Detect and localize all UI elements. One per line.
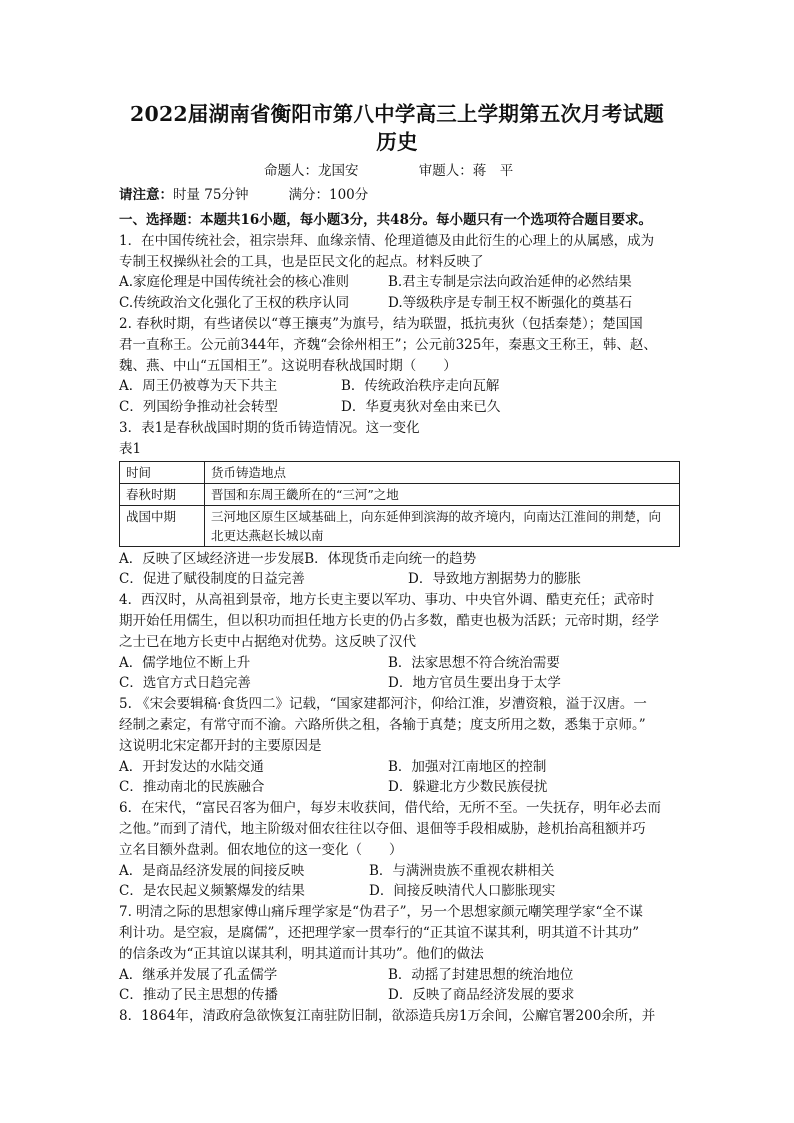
q7-option-a: A．继承并发展了孔孟儒学: [119, 966, 278, 983]
q5-stem-line: 5. 《宋会要辑稿·食货四二》记载，“国家建都河汴，仰给江淮，岁漕资粮，溢于汉唐。一: [119, 696, 647, 713]
q4-option-d: D．地方官员生要出身于太学: [388, 675, 561, 692]
notice-label: 请注意：: [119, 187, 173, 203]
q1-option-c: C.传统政治文化强化了王权的秩序认同: [119, 295, 350, 312]
q1-stem-line: 1．在中国传统社会，祖宗崇拜、血缘亲情、伦理道德及由此衍生的心理上的从属感，成为: [119, 232, 655, 249]
table-cell: 战国中期: [120, 505, 205, 546]
q6-option-c: C．是农民起义频繁爆发的结果: [119, 883, 305, 900]
q5-option-b: B．加强对江南地区的控制: [388, 758, 547, 775]
q3-option-d: D．导致地方割据势力的膨胀: [408, 571, 581, 588]
q1-stem-line: 专制王权操纵社会的工具，也是臣民文化的起点。材料反映了: [119, 253, 484, 270]
time-text: 时量 75分钟: [173, 187, 249, 203]
table-cell: 春秋时期: [120, 483, 205, 505]
q5-option-c: C．推动南北的民族融合: [119, 779, 265, 796]
q6-option-d: D．间接反映清代人口膨胀现实: [369, 883, 556, 900]
q5-stem-line: 经制之素定，有常守而不渝。六路所供之租，各输于真楚；度支所用之数，悉集于京师。”: [119, 716, 646, 733]
q6-options-row: [119, 881, 679, 902]
table-header-cell: 货币铸造地点: [205, 461, 680, 483]
q3-option-b: B．体现货币走向统一的趋势: [304, 550, 477, 567]
q7-option-b: B．动摇了封建思想的统治地位: [388, 966, 574, 983]
q2-option-a: A．周王仍被尊为天下共主: [119, 378, 278, 395]
table-cell: 三河地区原生区域基础上，向东延伸到滨海的故齐境内，向南达江淮间的荆楚，向北更达燕赵长城以南: [205, 505, 680, 546]
table-caption: 表1: [119, 440, 142, 457]
q5-options-row: [119, 777, 679, 798]
q5-options-row: [119, 757, 679, 778]
q7-option-c: C．推动了民主思想的传播: [119, 987, 278, 1004]
table-header-row: [120, 461, 680, 483]
exam-meta: [264, 159, 513, 179]
exam-notice: [119, 183, 368, 203]
question-content: [119, 210, 679, 1027]
q2-option-c: C．列国纷争推动社会转型: [119, 399, 278, 416]
coin-minting-table: [119, 461, 680, 547]
q4-option-a: A．儒学地位不断上升: [119, 654, 251, 671]
q6-stem-line: 6．在宋代，“富民召客为佃户，每岁末收获间，借代给，无所不至。一失抚存，明年必去而: [119, 800, 661, 817]
q7-options-row: [119, 965, 679, 986]
author-label: 命题人：龙国安: [264, 163, 359, 179]
q7-stem-line: 7. 明清之际的思想家傅山痛斥理学家是“伪君子”，另一个思想家颜元嘲笑理学家“全不谋: [119, 904, 643, 921]
q7-stem-line: 利计功。是空寂，是腐儒”，还把理学家一贯奉行的“正其谊不谋其利，明其道不计其功”: [119, 924, 640, 941]
q2-stem-line: 魏、燕、中山“五国相王”。这说明春秋战国时期（ ）: [119, 357, 457, 374]
q2-option-d: D．华夏夷狄对垒由来已久: [341, 399, 501, 416]
q4-stem-line: 之士已在地方长吏中占据绝对优势。这反映了汉代: [119, 633, 416, 650]
q4-option-c: C．选官方式日趋完善: [119, 675, 251, 692]
q3-option-c: C．促进了赋役制度的日益完善: [119, 571, 305, 588]
q4-options-row: [119, 673, 679, 694]
section-heading: 一、选择题：本题共16小题，每小题3分，共48分。每小题只有一个选项符合题目要求。: [119, 212, 652, 228]
table-row: [120, 483, 680, 505]
q4-options-row: [119, 653, 679, 674]
q5-option-a: A．开封发达的水陆交通: [119, 758, 264, 775]
q4-stem-line: 期开始任用儒生，但以积功而担任地方长吏的仍占多数，酷吏也极为活跃；元帝时期，经学: [119, 612, 659, 629]
q6-option-a: A．是商品经济发展的间接反映: [119, 862, 305, 879]
q6-stem-line: 立名目额外盘剥。佃农地位的这一变化（ ）: [119, 841, 403, 858]
q3-option-a: A．反映了区域经济进一步发展: [119, 550, 305, 567]
q3-options-row: [119, 549, 679, 570]
q3-stem: 3．表1是春秋战国时期的货币铸造情况。这一变化: [119, 419, 420, 436]
q2-stem-line: 2. 春秋时期，有些诸侯以“尊王攘夷”为旗号，结为联盟，抵抗夷狄（包括秦楚）；楚国国: [119, 315, 643, 332]
q4-option-b: B．法家思想不符合统治需要: [388, 654, 560, 671]
q2-stem-line: 君一直称王。公元前344年，齐魏“会徐州相王”；公元前325年，秦惠文王称王，韩、赵、: [119, 336, 657, 353]
q1-option-d: D.等级秩序是专制王权不断强化的奠基石: [388, 295, 633, 312]
q5-stem-line: 这说明北宋定都开封的主要原因是: [119, 737, 322, 754]
score-text: 满分：100分: [288, 187, 369, 203]
q2-option-b: B．传统政治秩序走向瓦解: [341, 378, 500, 395]
q1-options-row: [119, 272, 679, 293]
q2-options-row: [119, 376, 679, 397]
q1-option-b: B.君主专制是宗法向政治延伸的必然结果: [388, 274, 632, 291]
exam-subject: 历史: [376, 130, 418, 154]
q6-option-b: B．与满洲贵族不重视农耕相关: [369, 862, 555, 879]
q3-options-row: [119, 569, 679, 590]
q6-stem-line: 之他。”而到了清代，地主阶级对佃农往往以夺佃、退佃等手段相威胁，趁机抬高租额并巧: [119, 820, 646, 837]
q1-options-row: [119, 293, 679, 314]
table-cell: 晋国和东周王畿所在的“三河”之地: [205, 483, 680, 505]
exam-title: 2022届湖南省衡阳市第八中学高三上学期第五次月考试题: [130, 102, 664, 126]
table-header-cell: 时间: [120, 461, 205, 483]
reviewer-label: 审题人：蒋 平: [418, 163, 514, 179]
q7-option-d: D．反映了商品经济发展的要求: [388, 987, 575, 1004]
q7-options-row: [119, 985, 679, 1006]
q2-options-row: [119, 397, 679, 418]
q5-option-d: D．躲避北方少数民族侵扰: [388, 779, 548, 796]
q4-stem-line: 4．西汉时，从高祖到景帝，地方长吏主要以军功、事功、中央官外调、酷吏充任；武帝时: [119, 592, 655, 609]
q6-options-row: [119, 861, 679, 882]
q8-stem-line: 8．1864年，清政府急欲恢复江南驻防旧制，欲添造兵房1万余间，公廨官署200余所，并: [119, 1008, 656, 1025]
q7-stem-line: 的信条改为“正其谊以谋其利，明其道而计其功”。他们的做法: [119, 945, 484, 962]
q1-option-a: A.家庭伦理是中国传统社会的核心准则: [119, 274, 350, 291]
table-row: [120, 505, 680, 546]
